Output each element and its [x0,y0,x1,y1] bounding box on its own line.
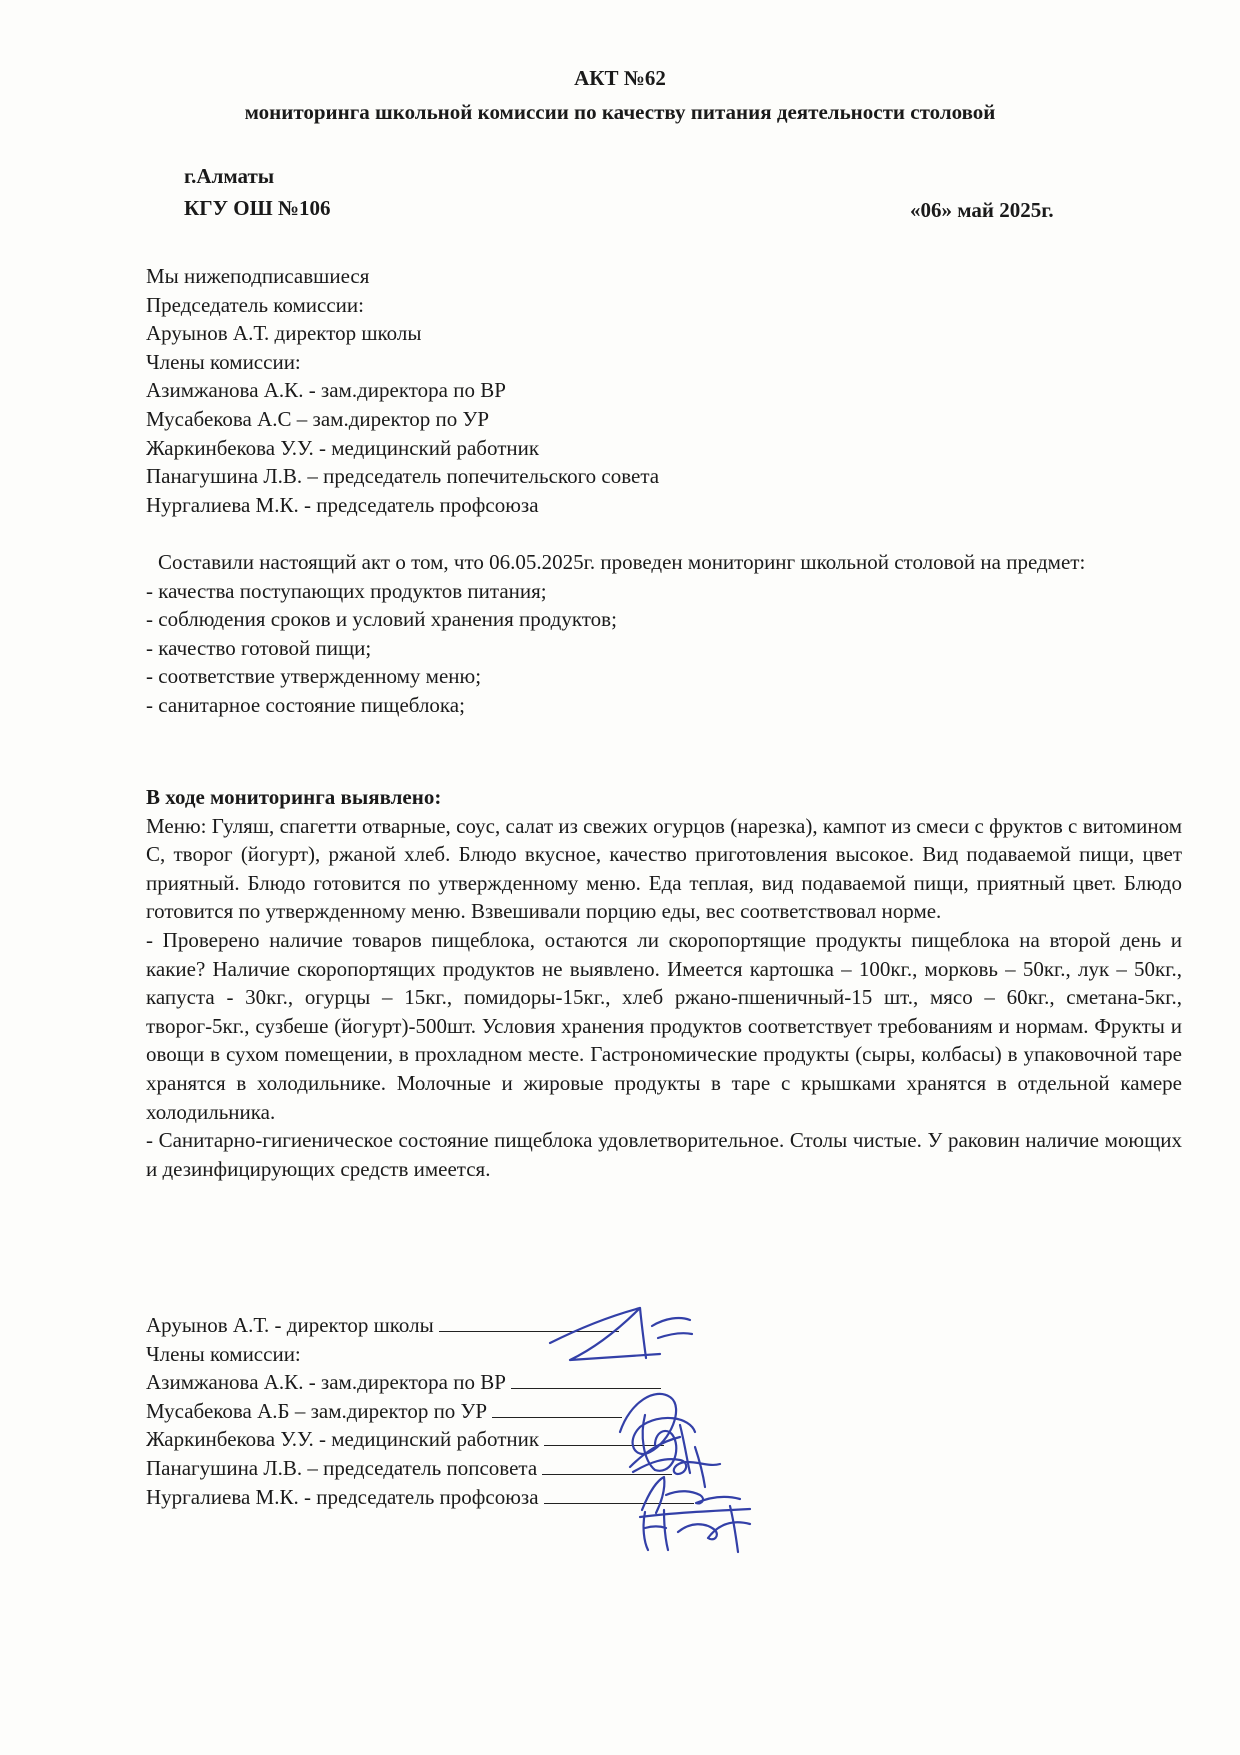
statement-item: - качества поступающих продуктов питания; [146,578,547,603]
signer: Азимжанова А.К. - зам.директора по ВР [146,1370,506,1395]
statement-item: - санитарное состояние пищеблока; [146,692,465,717]
document-date: «06» май 2025г. [910,198,1054,222]
city: г.Алматы [184,164,275,188]
member-line: Мусабекова А.С – зам.директор по УР [146,406,490,431]
member-line: Нургалиева М.К. - председатель профсоюза [146,492,539,517]
member-line: Панагушина Л.В. – председатель попечительского совета [146,464,660,489]
intro-line: Мы нижеподписавшиеся [146,264,370,288]
signature-chair-mark [540,1268,700,1378]
findings-heading: В ходе мониторинга выявлено: [146,785,442,809]
statement-item: - качество готовой пищи; [146,635,372,660]
attendees-block [146,262,1182,519]
members-label: Члены комиссии: [146,349,301,374]
signer: Жаркинбекова У.У. - медицинский работник [146,1427,540,1452]
signatures-members-label: Члены комиссии: [146,1341,301,1366]
member-line: Жаркинбекова У.У. - медицинский работник [146,435,540,460]
findings-sanitary: - Санитарно-гигиеническое состояние пищеблока удовлетворительное. Столы чистые. У раковин наличие моющих и дезинфицирующих средств имеется. [146,1128,1182,1181]
findings-block [146,783,1182,1183]
signature-mark [630,1492,780,1562]
findings-menu: Меню: Гуляш, спагетти отварные, соус, салат из свежих огурцов (нарезка), кампот из смеси с фруктов с витомином С, творог (йогурт), ржаной хлеб. Блюдо вкусное, качество приготовления высокое. Вид подаваемой пищи, цвет приятный. Блюдо готовится по утвержденному меню. Еда теплая, вид подаваемой пищи, приятный цвет. Блюдо готовится по утвержденному меню. Взвешивали порцию еды, вес соответствовал норме. [146,813,1182,924]
signer: Нургалиева М.К. - председатель профсоюза [146,1484,539,1509]
organization: КГУ ОШ №106 [184,196,331,220]
document-subtitle: мониторинга школьной комиссии по качеству питания деятельности столовой [244,100,996,124]
statement-item: - соответствие утвержденному меню; [146,664,482,689]
findings-storage: - Проверено наличие товаров пищеблока, остаются ли скоропортящие продукты пищеблока на второй день и какие? Наличие скоропортящих продуктов не выявлено. Имеется картошка – 100кг., морковь – 50кг., лук – 50кг., капуста - 30кг., огурцы – 15кг., помидоры-15кг., хлеб ржано-пшеничный-15 шт., мясо – 60кг., сметана-5кг., творог-5кг., сузбеше (йогурт)-500шт. Условия хранения продуктов соответствует требованиям и нормам. Фрукты и овощи в сухом помещении, в прохладном месте. Гастрономические продукты (сыры, колбасы) в упаковочной таре хранятся в холодильнике. Молочные и жировые продукты в таре с крышками хранятся в отдельной камере холодильника. [146,927,1182,1124]
document-title: АКТ №62 [574,66,666,90]
chair-line: Аруынов А.Т. директор школы [146,321,422,346]
chair-label: Председатель комиссии: [146,292,364,317]
signer: Мусабекова А.Б – зам.директор по УР [146,1398,488,1423]
signer: Панагушина Л.В. – председатель попсовета [146,1455,538,1480]
member-line: Азимжанова А.К. - зам.директора по ВР [146,378,506,403]
statement-item: - соблюдения сроков и условий хранения продуктов; [146,607,617,632]
statement-block [146,548,1182,720]
signer-chair: Аруынов А.Т. - директор школы [146,1313,434,1337]
statement-text: Составили настоящий акт о том, что 06.05.2025г. проведен мониторинг школьной столовой на предмет: [158,550,1086,574]
